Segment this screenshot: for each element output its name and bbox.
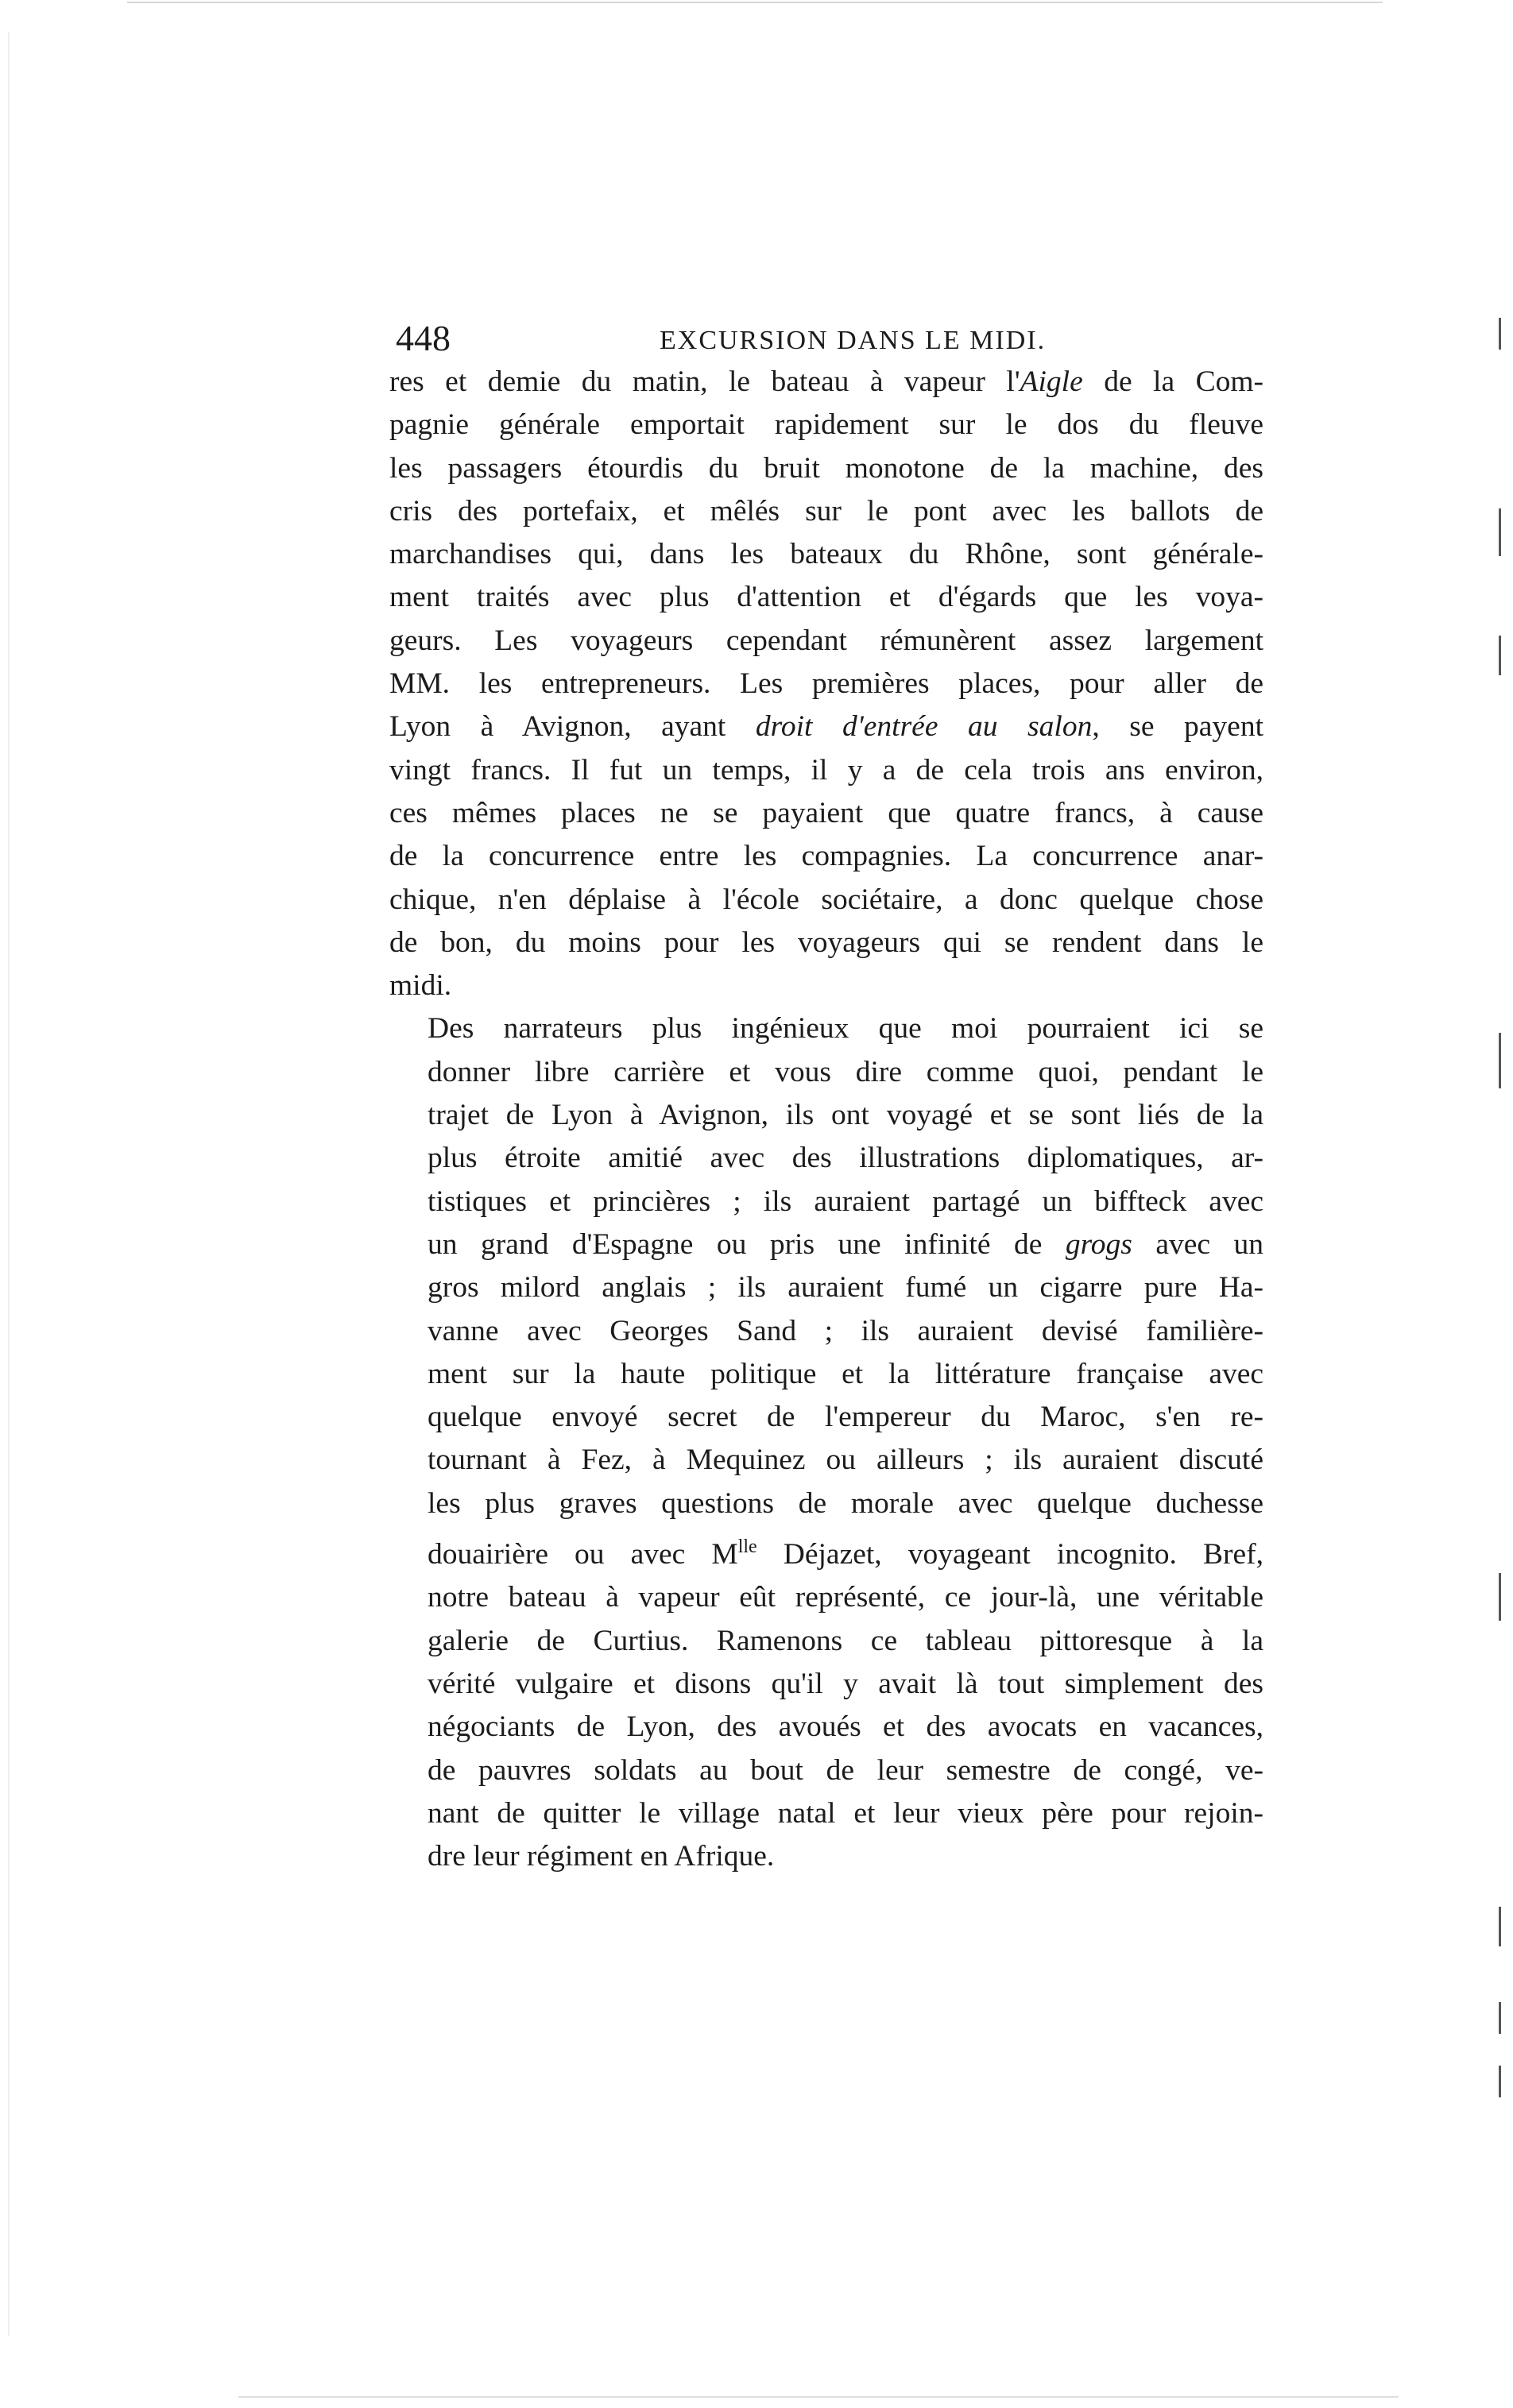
- italic-text: grogs: [1065, 1227, 1132, 1261]
- text-segment: notre bateau à vapeur eût représenté, ce jour-là, une véritable: [428, 1581, 1263, 1614]
- text-line: [389, 1223, 1263, 1266]
- scan-edge-mark: [1499, 2066, 1501, 2097]
- text-segment: de la concurrence entre les compagnies. La concurrence anar-: [389, 840, 1263, 873]
- text-line: [389, 1007, 1263, 1050]
- text-line: [389, 404, 1263, 446]
- text-segment: trajet de Lyon à Avignon, ils ont voyagé et se sont liés de la: [428, 1099, 1263, 1132]
- text-segment: avec un: [1132, 1227, 1263, 1261]
- text-line: [389, 1137, 1263, 1180]
- text-line: [389, 620, 1263, 663]
- scan-edge-mark: [1499, 508, 1501, 556]
- superscript-text: lle: [737, 1536, 757, 1558]
- scan-edge-mark: [1499, 1573, 1501, 1621]
- text-line: [389, 447, 1263, 490]
- text-segment: les passagers étourdis du bruit monotone de la machine, des: [389, 451, 1263, 485]
- text-line: [389, 1482, 1263, 1525]
- text-line: [389, 533, 1263, 576]
- text-line: [389, 1266, 1263, 1309]
- text-segment: , se payent: [1092, 710, 1263, 744]
- text-line: [389, 964, 1263, 1007]
- text-line: [389, 1094, 1263, 1137]
- text-line: [389, 749, 1263, 792]
- body-text: [389, 361, 1263, 1878]
- text-line: [389, 1439, 1263, 1482]
- text-segment: quelque envoyé secret de l'empereur du Maroc, s'en re-: [428, 1401, 1263, 1434]
- text-segment: un grand d'Espagne ou pris une infinité de: [428, 1227, 1066, 1261]
- text-line: [389, 576, 1263, 619]
- scan-edge-mark: [1499, 1033, 1501, 1088]
- italic-text: Aigle: [1020, 365, 1083, 398]
- text-segment: Des narrateurs plus ingénieux que moi pourraient ici se: [428, 1012, 1263, 1046]
- scan-edge-mark: [1499, 636, 1501, 675]
- text-line: [389, 1576, 1263, 1619]
- text-line: [389, 1051, 1263, 1094]
- scan-edge-top: [127, 2, 1383, 3]
- text-line: [389, 1353, 1263, 1396]
- text-line: [389, 1749, 1263, 1792]
- running-title: EXCURSION DANS LE MIDI.: [660, 326, 1047, 355]
- text-segment: tournant à Fez, à Mequinez ou ailleurs ; ils auraient discuté: [428, 1444, 1263, 1477]
- text-segment: Lyon à Avignon, ayant: [389, 710, 756, 744]
- text-line: [389, 792, 1263, 835]
- text-line: [389, 1706, 1263, 1749]
- text-line: [389, 879, 1263, 922]
- running-head: [389, 316, 1263, 361]
- text-line: [389, 1525, 1263, 1576]
- text-segment: vingt francs. Il fut un temps, il y a de cela trois ans environ,: [389, 753, 1263, 787]
- text-line: [389, 1396, 1263, 1439]
- text-segment: de bon, du moins pour les voyageurs qui se rendent dans le: [389, 926, 1263, 959]
- text-segment: de pauvres soldats au bout de leur semestre de congé, ve-: [428, 1753, 1263, 1787]
- text-line: [389, 1310, 1263, 1353]
- text-segment: dre leur régiment en Afrique.: [428, 1840, 775, 1873]
- page-number: 448: [396, 318, 451, 358]
- text-segment: chique, n'en déplaise à l'école sociétaire, a donc quelque chose: [389, 883, 1263, 916]
- scan-edge-mark: [1499, 318, 1501, 350]
- text-segment: MM. les entrepreneurs. Les premières places, pour aller de: [389, 667, 1263, 701]
- text-segment: donner libre carrière et vous dire comme quoi, pendant le: [428, 1055, 1263, 1088]
- text-line: [389, 1835, 1263, 1878]
- text-line: [389, 1792, 1263, 1835]
- text-line: [389, 490, 1263, 533]
- scan-edge-mark: [1499, 1907, 1501, 1946]
- text-segment: galerie de Curtius. Ramenons ce tableau pittoresque à la: [428, 1624, 1263, 1657]
- text-segment: pagnie générale emportait rapidement sur le dos du fleuve: [389, 408, 1263, 442]
- text-segment: ment traités avec plus d'attention et d'égards que les voya-: [389, 581, 1263, 614]
- text-line: [389, 663, 1263, 705]
- text-segment: geurs. Les voyageurs cependant rémunèrent assez largement: [389, 624, 1263, 657]
- scan-edge-mark: [1499, 2002, 1501, 2034]
- text-segment: plus étroite amitié avec des illustrations diplomatiques, ar-: [428, 1142, 1263, 1175]
- text-line: [389, 1181, 1263, 1223]
- text-segment: douairière ou avec M: [428, 1538, 738, 1571]
- text-segment: Déjazet, voyageant incognito. Bref,: [756, 1538, 1263, 1571]
- italic-text: droit d'entrée au salon: [755, 710, 1093, 744]
- text-segment: cris des portefaix, et mêlés sur le pont avec les ballots de: [389, 494, 1263, 528]
- text-segment: ces mêmes places ne se payaient que quatre francs, à cause: [389, 796, 1263, 829]
- paragraph-2: [389, 1007, 1263, 1878]
- text-line: [389, 1663, 1263, 1706]
- scan-edge-left: [8, 32, 10, 2336]
- text-segment: négociants de Lyon, des avoués et des avocats en vacances,: [428, 1710, 1263, 1744]
- text-segment: vérité vulgaire et disons qu'il y avait là tout simplement des: [428, 1667, 1263, 1700]
- text-segment: vanne avec Georges Sand ; ils auraient devisé familière-: [428, 1314, 1263, 1347]
- text-line: [389, 835, 1263, 878]
- text-segment: gros milord anglais ; ils auraient fumé un cigarre pure Ha-: [428, 1271, 1263, 1304]
- text-segment: res et demie du matin, le bateau à vapeur l': [389, 365, 1020, 398]
- text-segment: midi.: [389, 969, 452, 1003]
- scan-edge-bottom: [238, 2396, 1399, 2398]
- text-line: [389, 705, 1263, 748]
- text-line: [389, 361, 1263, 404]
- page-content: [389, 316, 1263, 1878]
- text-line: [389, 922, 1263, 964]
- text-segment: ment sur la haute politique et la littérature française avec: [428, 1357, 1263, 1390]
- text-segment: marchandises qui, dans les bateaux du Rhône, sont générale-: [389, 538, 1263, 571]
- text-line: [389, 1620, 1263, 1663]
- text-segment: de la Com-: [1082, 365, 1263, 398]
- text-segment: nant de quitter le village natal et leur vieux père pour rejoin-: [428, 1796, 1263, 1830]
- text-segment: tistiques et princières ; ils auraient partagé un biffteck avec: [428, 1185, 1263, 1218]
- paragraph-1: [389, 361, 1263, 1007]
- text-segment: les plus graves questions de morale avec quelque duchesse: [428, 1486, 1263, 1520]
